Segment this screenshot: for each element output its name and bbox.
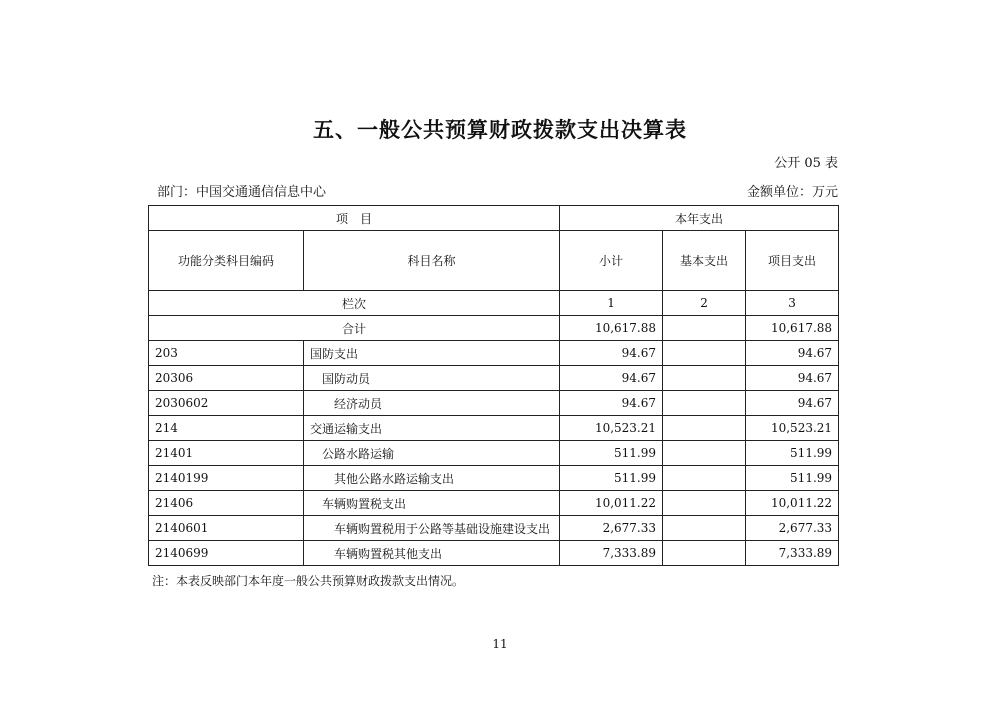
header-code: 功能分类科目编码 bbox=[149, 231, 304, 291]
column-index-1: 1 bbox=[560, 291, 663, 316]
page-number: 11 bbox=[492, 637, 508, 651]
table-row bbox=[149, 516, 839, 541]
row-code: 2140699 bbox=[149, 541, 304, 566]
row-basic bbox=[663, 466, 746, 491]
row-code: 2030602 bbox=[149, 391, 304, 416]
row-subtotal: 10,523.21 bbox=[560, 416, 663, 441]
header-current-year: 本年支出 bbox=[560, 206, 839, 231]
row-code: 2140601 bbox=[149, 516, 304, 541]
row-project: 511.99 bbox=[746, 466, 839, 491]
row-subtotal: 10,011.22 bbox=[560, 491, 663, 516]
table-note: 注：本表反映部门本年度一般公共预算财政拨款支出情况。 bbox=[152, 574, 465, 588]
total-basic bbox=[663, 316, 746, 341]
row-subtotal: 2,677.33 bbox=[560, 516, 663, 541]
row-project: 10,011.22 bbox=[746, 491, 839, 516]
row-project: 7,333.89 bbox=[746, 541, 839, 566]
row-subtotal: 511.99 bbox=[560, 441, 663, 466]
row-code: 203 bbox=[149, 341, 304, 366]
row-name: 经济动员 bbox=[304, 391, 560, 416]
row-code: 21401 bbox=[149, 441, 304, 466]
row-name: 国防动员 bbox=[304, 366, 560, 391]
row-basic bbox=[663, 491, 746, 516]
row-name: 其他公路水路运输支出 bbox=[304, 466, 560, 491]
total-label: 合计 bbox=[149, 316, 560, 341]
header-item: 项 目 bbox=[149, 206, 560, 231]
table-row bbox=[149, 416, 839, 441]
row-basic bbox=[663, 366, 746, 391]
header-row-1 bbox=[149, 206, 839, 231]
row-project: 10,523.21 bbox=[746, 416, 839, 441]
department-label: 部门：中国交通通信信息中心 bbox=[157, 185, 327, 200]
expenditure-table bbox=[148, 205, 839, 566]
header-row-2 bbox=[149, 231, 839, 291]
total-subtotal: 10,617.88 bbox=[560, 316, 663, 341]
row-name: 国防支出 bbox=[304, 341, 560, 366]
row-project: 94.67 bbox=[746, 391, 839, 416]
row-name: 交通运输支出 bbox=[304, 416, 560, 441]
form-number: 公开 05 表 bbox=[774, 156, 838, 171]
header-project: 项目支出 bbox=[746, 231, 839, 291]
column-index-3: 3 bbox=[746, 291, 839, 316]
row-basic bbox=[663, 541, 746, 566]
row-subtotal: 511.99 bbox=[560, 466, 663, 491]
row-project: 511.99 bbox=[746, 441, 839, 466]
row-code: 2140199 bbox=[149, 466, 304, 491]
row-subtotal: 94.67 bbox=[560, 341, 663, 366]
row-basic bbox=[663, 391, 746, 416]
row-name: 车辆购置税支出 bbox=[304, 491, 560, 516]
row-name: 公路水路运输 bbox=[304, 441, 560, 466]
row-basic bbox=[663, 441, 746, 466]
row-project: 94.67 bbox=[746, 366, 839, 391]
row-code: 21406 bbox=[149, 491, 304, 516]
table-row bbox=[149, 491, 839, 516]
row-code: 20306 bbox=[149, 366, 304, 391]
row-basic bbox=[663, 341, 746, 366]
row-basic bbox=[663, 516, 746, 541]
table-row bbox=[149, 466, 839, 491]
header-subtotal: 小计 bbox=[560, 231, 663, 291]
row-subtotal: 94.67 bbox=[560, 366, 663, 391]
amount-unit-label: 金额单位：万元 bbox=[746, 185, 838, 200]
table-row bbox=[149, 391, 839, 416]
table-row bbox=[149, 441, 839, 466]
table-row bbox=[149, 366, 839, 391]
row-project: 2,677.33 bbox=[746, 516, 839, 541]
total-project: 10,617.88 bbox=[746, 316, 839, 341]
row-name: 车辆购置税用于公路等基础设施建设支出 bbox=[304, 516, 560, 541]
row-basic bbox=[663, 416, 746, 441]
table-row bbox=[149, 341, 839, 366]
column-index-row bbox=[149, 291, 839, 316]
column-index-2: 2 bbox=[663, 291, 746, 316]
row-name: 车辆购置税其他支出 bbox=[304, 541, 560, 566]
page-title: 五、一般公共预算财政拨款支出决算表 bbox=[313, 118, 687, 142]
header-name: 科目名称 bbox=[304, 231, 560, 291]
header-basic: 基本支出 bbox=[663, 231, 746, 291]
column-index-label: 栏次 bbox=[149, 291, 560, 316]
row-project: 94.67 bbox=[746, 341, 839, 366]
row-subtotal: 7,333.89 bbox=[560, 541, 663, 566]
total-row bbox=[149, 316, 839, 341]
row-subtotal: 94.67 bbox=[560, 391, 663, 416]
table-row bbox=[149, 541, 839, 566]
row-code: 214 bbox=[149, 416, 304, 441]
